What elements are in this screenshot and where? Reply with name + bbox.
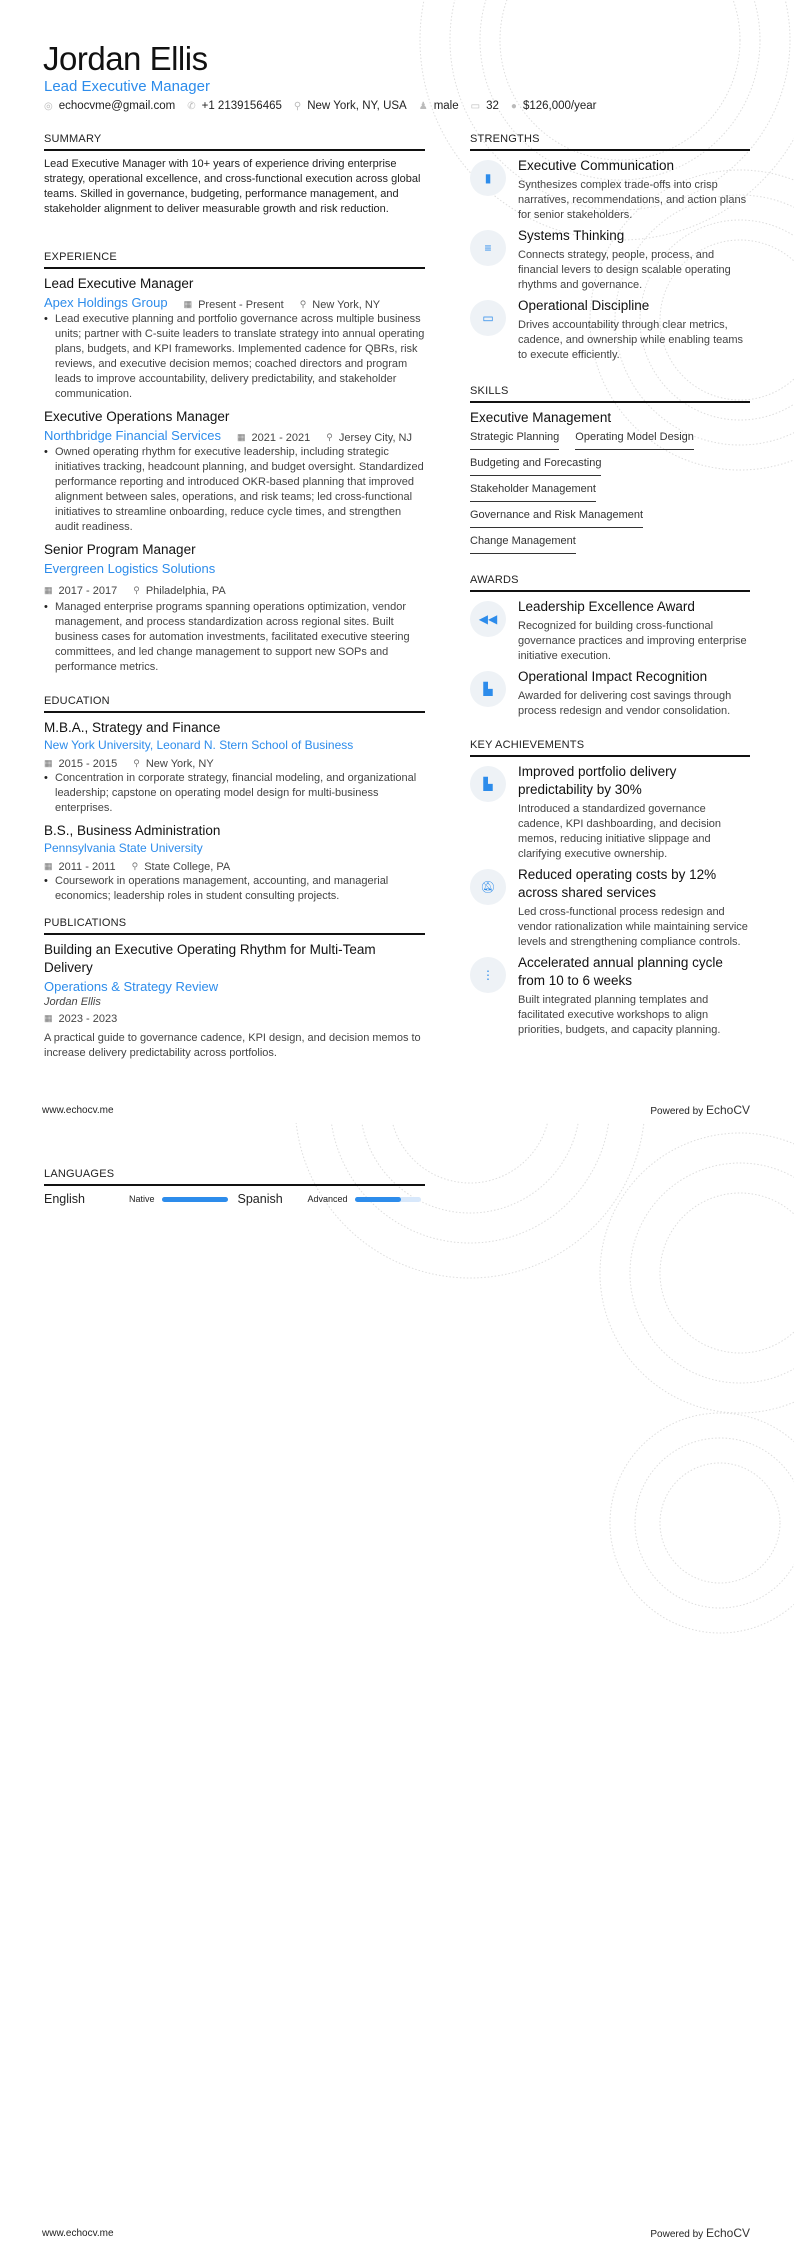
- skill-tag: Governance and Risk Management: [470, 509, 643, 528]
- calendar-icon: ▦: [44, 758, 53, 768]
- section-heading: PUBLICATIONS: [44, 917, 425, 935]
- skill-tag: Budgeting and Forecasting: [470, 457, 601, 476]
- achievement-title: Reduced operating costs by 12% across shared services: [518, 867, 717, 900]
- location-icon: ⚲: [326, 432, 333, 442]
- section-heading: SUMMARY: [44, 133, 425, 151]
- language-proficiency-bar: [355, 1197, 421, 1202]
- location-icon: ⚲: [293, 101, 302, 112]
- contact-info: [44, 100, 596, 112]
- achievement-item: [470, 954, 750, 1038]
- section-heading: AWARDS: [470, 574, 750, 592]
- strength-title: Systems Thinking: [518, 228, 625, 243]
- dates: 2015 - 2015: [58, 757, 118, 770]
- strength-text: Connects strategy, people, process, and financial levers to design scalable operating rhythms and governance.: [518, 249, 731, 291]
- person-icon: ♟: [418, 101, 428, 112]
- strength-title: Executive Communication: [518, 158, 675, 173]
- calendar-icon: ▦: [44, 1013, 53, 1023]
- dates: 2021 - 2021: [251, 431, 311, 444]
- experience-item: [44, 408, 425, 535]
- dates: 2023 - 2023: [58, 1012, 118, 1025]
- location-icon: ⚲: [131, 861, 139, 871]
- publications-section: [44, 917, 425, 1061]
- location: Jersey City, NJ: [338, 431, 412, 444]
- powered-by[interactable]: Powered by EchoCV: [650, 2226, 750, 2240]
- section-heading: SKILLS: [470, 385, 750, 403]
- award-title: Leadership Excellence Award: [518, 599, 695, 614]
- achievement-item: [470, 866, 750, 950]
- awards-section: [470, 574, 750, 723]
- language-level: Advanced: [307, 1194, 348, 1204]
- education-section: [44, 695, 425, 910]
- calendar-icon: ▦: [237, 432, 246, 442]
- page-2: [0, 1123, 794, 2246]
- location-icon: ⚲: [299, 299, 307, 309]
- skills-section: [470, 385, 750, 561]
- bullet: • Owned operating rhythm for executive leadership, including strategic initiatives tracking, headcount planning, and budget oversight. Standardized performance reporting and introduced OKR-based planning that improved alignment between sales, operations, and risk teams; led cross-functional initiatives to streamline onboarding, reduce cycle times, and strengthen audit readiness.: [44, 445, 425, 535]
- language-name: Spanish: [237, 1192, 283, 1206]
- bullet: • Concentration in corporate strategy, financial modeling, and organizational leadership; capstone on operating model design for multi-business enterprises.: [44, 771, 425, 816]
- candidate-name: Jordan Ellis: [43, 40, 208, 77]
- award-text: Recognized for building cross-functional governance practices and improving enterprise initiative execution.: [518, 620, 747, 662]
- summary-text: Lead Executive Manager with 10+ years of experience driving enterprise strategy, operational excellence, and cross-functional execution across global teams. Skilled in governance, budgeting, performance management, and stakeholder alignment to deliver measurable growth and risk reduction.: [44, 158, 421, 215]
- document-icon: ▙: [470, 671, 506, 707]
- skill-tag: Strategic Planning: [470, 431, 559, 450]
- languages-section: [44, 1168, 425, 1206]
- strength-text: Synthesizes complex trade-offs into crisp narratives, recommendations, and action plans for senior stakeholders.: [518, 179, 747, 221]
- bullet: • Lead executive planning and portfolio governance across multiple business units; partner with C-suite leaders to translate strategy into annual operating plans, budgets, and KPI frameworks. Implemented cadence for QBRs, risk reviews, and executive decision memos; coached directors and program leads to improve accountability, delivery predictability, and stakeholder communication.: [44, 312, 425, 402]
- publication-description: A practical guide to governance cadence, KPI design, and decision memos to increase delivery predictability across portfolios.: [44, 1032, 421, 1059]
- section-heading: KEY ACHIEVEMENTS: [470, 739, 750, 757]
- dates: 2011 - 2011: [58, 860, 116, 873]
- calendar-icon: ▦: [44, 861, 53, 871]
- job-title: Lead Executive Manager: [44, 78, 210, 95]
- contact-gender: ♟ male: [418, 100, 459, 112]
- strength-item: [470, 157, 750, 223]
- author: Jordan Ellis: [44, 996, 101, 1008]
- section-heading: LANGUAGES: [44, 1168, 425, 1186]
- report-icon: ▙: [470, 766, 506, 802]
- achievement-text: Introduced a standardized governance cadence, KPI dashboarding, and decision memos, reducing initiative slippage and clarifying executive ownership.: [518, 803, 722, 860]
- strength-title: Operational Discipline: [518, 298, 650, 313]
- more-vertical-icon: ⋮: [470, 957, 506, 993]
- school: New York University, Leonard N. Stern School of Business: [44, 738, 354, 752]
- skill-tag: Change Management: [470, 535, 576, 554]
- calendar-icon: ▦: [44, 585, 53, 595]
- brand-logo: EchoCV: [705, 1103, 750, 1117]
- bar-fill: [162, 1197, 228, 1202]
- footer-site-link[interactable]: www.echocv.me: [42, 1105, 114, 1116]
- contact-phone[interactable]: ✆ +1 2139156465: [187, 100, 282, 112]
- award-item: [470, 668, 750, 719]
- contact-email[interactable]: ◎ echocvme@gmail.com: [44, 100, 176, 112]
- education-item: [44, 719, 425, 816]
- location-icon: ⚲: [133, 758, 140, 768]
- calendar-icon: ▭: [470, 300, 506, 336]
- section-heading: EXPERIENCE: [44, 251, 425, 269]
- dates: Present - Present: [198, 298, 284, 311]
- bell-off-icon: 🔕︎: [470, 869, 506, 905]
- achievement-title: Improved portfolio delivery predictability by 30%: [518, 764, 677, 797]
- strength-item: [470, 297, 750, 363]
- calendar-icon: ▦: [183, 299, 193, 309]
- section-heading: EDUCATION: [44, 695, 425, 713]
- degree: B.S., Business Administration: [44, 823, 221, 838]
- contact-age: ▭ 32: [470, 100, 499, 112]
- award-title: Operational Impact Recognition: [518, 669, 708, 684]
- publisher: Operations & Strategy Review: [44, 979, 219, 994]
- location: New York, NY: [312, 298, 381, 311]
- footer-site-link[interactable]: www.echocv.me: [42, 2228, 114, 2239]
- achievement-text: Led cross-functional process redesign and vendor rationalization while maintaining service levels and strengthening compliance controls.: [518, 906, 748, 948]
- summary-section: [44, 133, 425, 217]
- phone-icon: ✆: [187, 101, 196, 112]
- language-level: Native: [129, 1194, 155, 1204]
- experience-item: [44, 541, 425, 675]
- role: Lead Executive Manager: [44, 276, 194, 291]
- align-left-icon: ≡: [470, 230, 506, 266]
- bar-fill: [355, 1197, 401, 1202]
- contact-location: ⚲ New York, NY, USA: [293, 100, 407, 112]
- achievement-title: Accelerated annual planning cycle from 10 to 6 weeks: [518, 955, 723, 988]
- bar-chart-icon: ▮: [470, 160, 506, 196]
- strength-item: [470, 227, 750, 293]
- company: Northbridge Financial Services: [44, 428, 222, 443]
- location-icon: ⚲: [133, 585, 140, 595]
- powered-by[interactable]: Powered by EchoCV: [650, 1103, 750, 1117]
- location: Philadelphia, PA: [145, 584, 226, 597]
- achievement-text: Built integrated planning templates and facilitated executive workshops to align priorities, budgets, and capacity planning.: [518, 994, 721, 1036]
- degree: M.B.A., Strategy and Finance: [44, 720, 221, 735]
- role: Senior Program Manager: [44, 542, 196, 557]
- money-icon: ●: [510, 101, 517, 112]
- dates: 2017 - 2017: [58, 584, 118, 597]
- section-heading: STRENGTHS: [470, 133, 750, 151]
- role: Executive Operations Manager: [44, 409, 230, 424]
- strengths-section: [470, 133, 750, 367]
- award-text: Awarded for delivering cost savings through process redesign and vendor consolidation.: [518, 690, 732, 717]
- email-icon: ◎: [44, 101, 53, 112]
- calendar-icon: ▭: [470, 101, 481, 112]
- school: Pennsylvania State University: [44, 841, 203, 855]
- language-proficiency-bar: [162, 1197, 228, 1202]
- skill-group: Executive Management: [470, 410, 612, 425]
- strength-text: Drives accountability through clear metrics, cadence, and ownership while enabling teams to execute efficiently.: [518, 319, 744, 361]
- experience-section: [44, 251, 425, 681]
- award-item: [470, 598, 750, 664]
- bullet: • Coursework in operations management, accounting, and managerial economics; leadership roles in student consulting projects.: [44, 874, 425, 904]
- achievement-item: [470, 763, 750, 862]
- location: New York, NY: [145, 757, 214, 770]
- skill-tag: Operating Model Design: [575, 431, 694, 450]
- bullet: • Managed enterprise programs spanning operations optimization, vendor management, and process standardization across regional sites. Built business cases for automation investments, facilitated executive steering committees, and led change management to support new SOPs and performance metrics.: [44, 600, 425, 675]
- decorative-circles: [0, 1123, 794, 2246]
- achievements-section: [470, 739, 750, 1042]
- education-item: [44, 822, 425, 904]
- experience-item: [44, 275, 425, 402]
- language-name: English: [44, 1192, 85, 1206]
- skill-tag: Stakeholder Management: [470, 483, 596, 502]
- company: Apex Holdings Group: [44, 295, 168, 310]
- company: Evergreen Logistics Solutions: [44, 561, 216, 576]
- location: State College, PA: [144, 860, 231, 873]
- contact-salary: ● $126,000/year: [510, 100, 597, 112]
- brand-logo: EchoCV: [705, 2226, 750, 2240]
- publication-title: Building an Executive Operating Rhythm for Multi-Team Delivery: [44, 942, 376, 975]
- rewind-icon: ◀◀: [470, 601, 506, 637]
